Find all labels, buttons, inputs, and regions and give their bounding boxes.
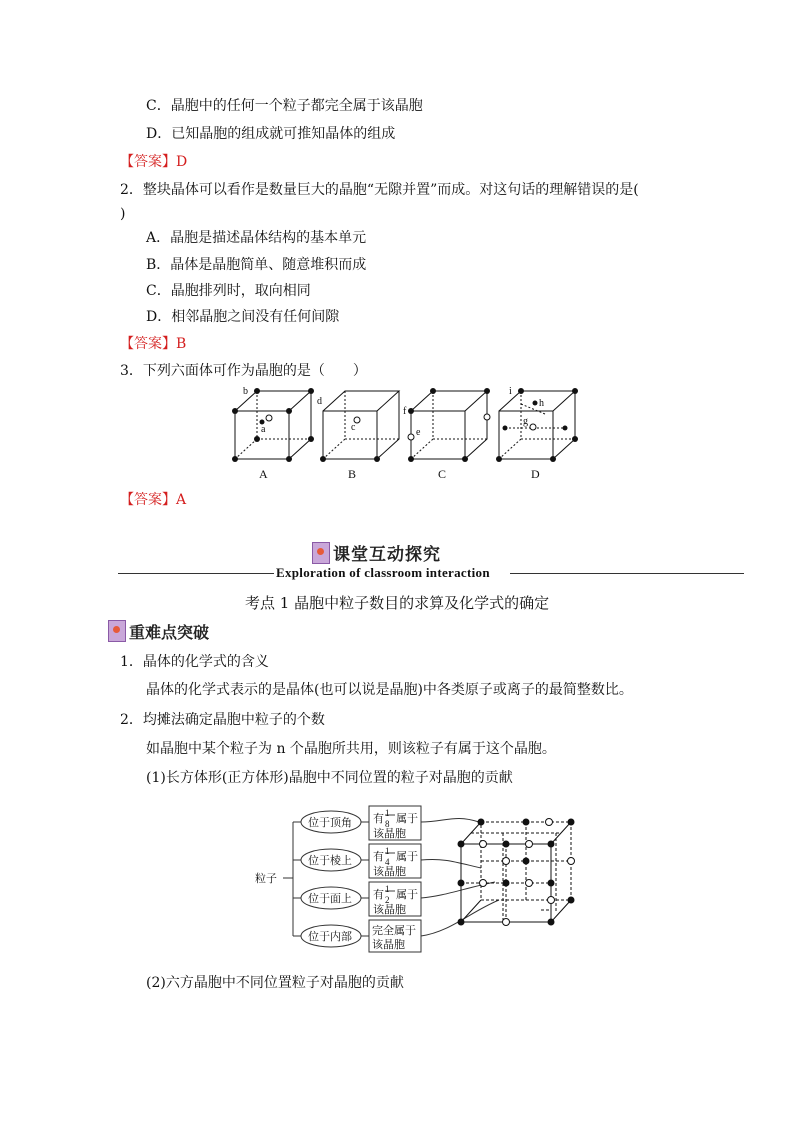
diagram-root: 粒子 — [255, 873, 277, 885]
divider-left — [118, 573, 274, 574]
q1-option-d: D．已知晶胞的组成就可推知晶体的组成 — [146, 126, 396, 142]
book-icon — [108, 620, 126, 642]
box4-line2: 该晶胞 — [372, 939, 405, 951]
answer-label: 【答案】 — [120, 336, 176, 352]
q3-stem: 3．下列六面体可作为晶胞的是（ ） — [120, 363, 367, 379]
box1-unit: 该晶胞 — [373, 828, 406, 840]
section-english: Exploration of classroom interaction — [276, 565, 490, 580]
answer-value: A — [176, 492, 187, 508]
section-banner-text: 课堂互动探究 — [333, 545, 441, 565]
point2-body: 如晶胞中某个粒子为 n 个晶胞所共用，则该粒子有属于这个晶胞。 — [146, 741, 556, 757]
cube-c — [411, 391, 487, 459]
q2-stem-line2: ) — [120, 206, 126, 222]
q2-option-b: B．晶体是晶胞简单、随意堆积而成 — [146, 257, 367, 273]
label-c: c — [351, 422, 356, 433]
box1-prefix: 有 — [373, 813, 384, 825]
contribution-diagram — [255, 802, 585, 962]
box3-num: 1 — [385, 884, 390, 894]
q2-option-a: A．晶胞是描述晶体结构的基本单元 — [146, 230, 367, 246]
cube-a — [235, 391, 311, 459]
point2-title: 2．均摊法确定晶胞中粒子的个数 — [120, 712, 325, 728]
q2-stem-line1: 2．整块晶体可以看作是数量巨大的晶胞“无隙并置”而成。对这句话的理解错误的是( — [120, 182, 639, 198]
point1-title: 1．晶体的化学式的含义 — [120, 654, 269, 670]
cubic-lattice — [461, 822, 571, 922]
position-edge: 位于棱上 — [308, 855, 352, 867]
answer-value: D — [176, 154, 188, 170]
label-d: d — [317, 396, 322, 407]
cube-d — [499, 391, 575, 459]
figure-label-a: A — [259, 467, 268, 481]
box3-den: 2 — [385, 895, 390, 905]
label-e: e — [416, 427, 421, 438]
q2-answer — [120, 334, 186, 354]
q1-answer — [120, 152, 187, 172]
box3-suffix: 属于 — [396, 889, 418, 901]
box1-suffix: 属于 — [396, 813, 418, 825]
answer-value: B — [176, 336, 187, 352]
box1-den: 8 — [385, 819, 390, 829]
figure-label-b: B — [348, 467, 357, 481]
q2-option-d: D．相邻晶胞之间没有任何间隙 — [146, 309, 340, 325]
label-b: b — [243, 386, 248, 397]
point2-sub2: (2)六方晶胞中不同位置粒子对晶胞的贡献 — [146, 975, 404, 991]
point1-body: 晶体的化学式表示的是晶体(也可以说是晶胞)中各类原子或离子的最简整数比。 — [146, 682, 633, 698]
box3-unit: 该晶胞 — [373, 904, 406, 916]
answer-label: 【答案】 — [120, 492, 176, 508]
sub-banner — [108, 620, 209, 643]
q3-cube-figures — [225, 384, 585, 484]
position-face: 位于面上 — [308, 893, 352, 905]
box2-den: 4 — [385, 857, 390, 867]
topic-heading: 考点 1 晶胞中粒子数目的求算及化学式的确定 — [245, 594, 550, 612]
box2-suffix: 属于 — [396, 851, 418, 863]
q2-option-c: C．晶胞排列时，取向相同 — [146, 283, 311, 299]
box4-line1: 完全属于 — [372, 925, 416, 937]
book-icon — [312, 542, 330, 564]
q1-option-c: C．晶胞中的任何一个粒子都完全属于该晶胞 — [146, 98, 423, 114]
q3-answer — [120, 490, 186, 510]
cube-b — [323, 391, 399, 459]
point2-sub1: (1)长方体形(正方体形)晶胞中不同位置的粒子对晶胞的贡献 — [146, 770, 513, 786]
label-i: i — [509, 386, 512, 397]
figure-label-c: C — [438, 467, 447, 481]
answer-label: 【答案】 — [120, 154, 176, 170]
label-a: a — [261, 424, 266, 435]
section-banner — [312, 540, 441, 565]
label-f: f — [403, 406, 407, 417]
position-interior: 位于内部 — [308, 931, 352, 943]
box2-unit: 该晶胞 — [373, 866, 406, 878]
box3-prefix: 有 — [373, 889, 384, 901]
divider-right — [510, 573, 744, 574]
box1-num: 1 — [385, 808, 390, 818]
box2-num: 1 — [385, 846, 390, 856]
label-h: h — [539, 398, 544, 409]
label-g: g — [523, 416, 528, 427]
figure-label-d: D — [531, 467, 540, 481]
position-corner: 位于顶角 — [308, 817, 352, 829]
box2-prefix: 有 — [373, 851, 384, 863]
sub-banner-text: 重难点突破 — [129, 623, 210, 642]
